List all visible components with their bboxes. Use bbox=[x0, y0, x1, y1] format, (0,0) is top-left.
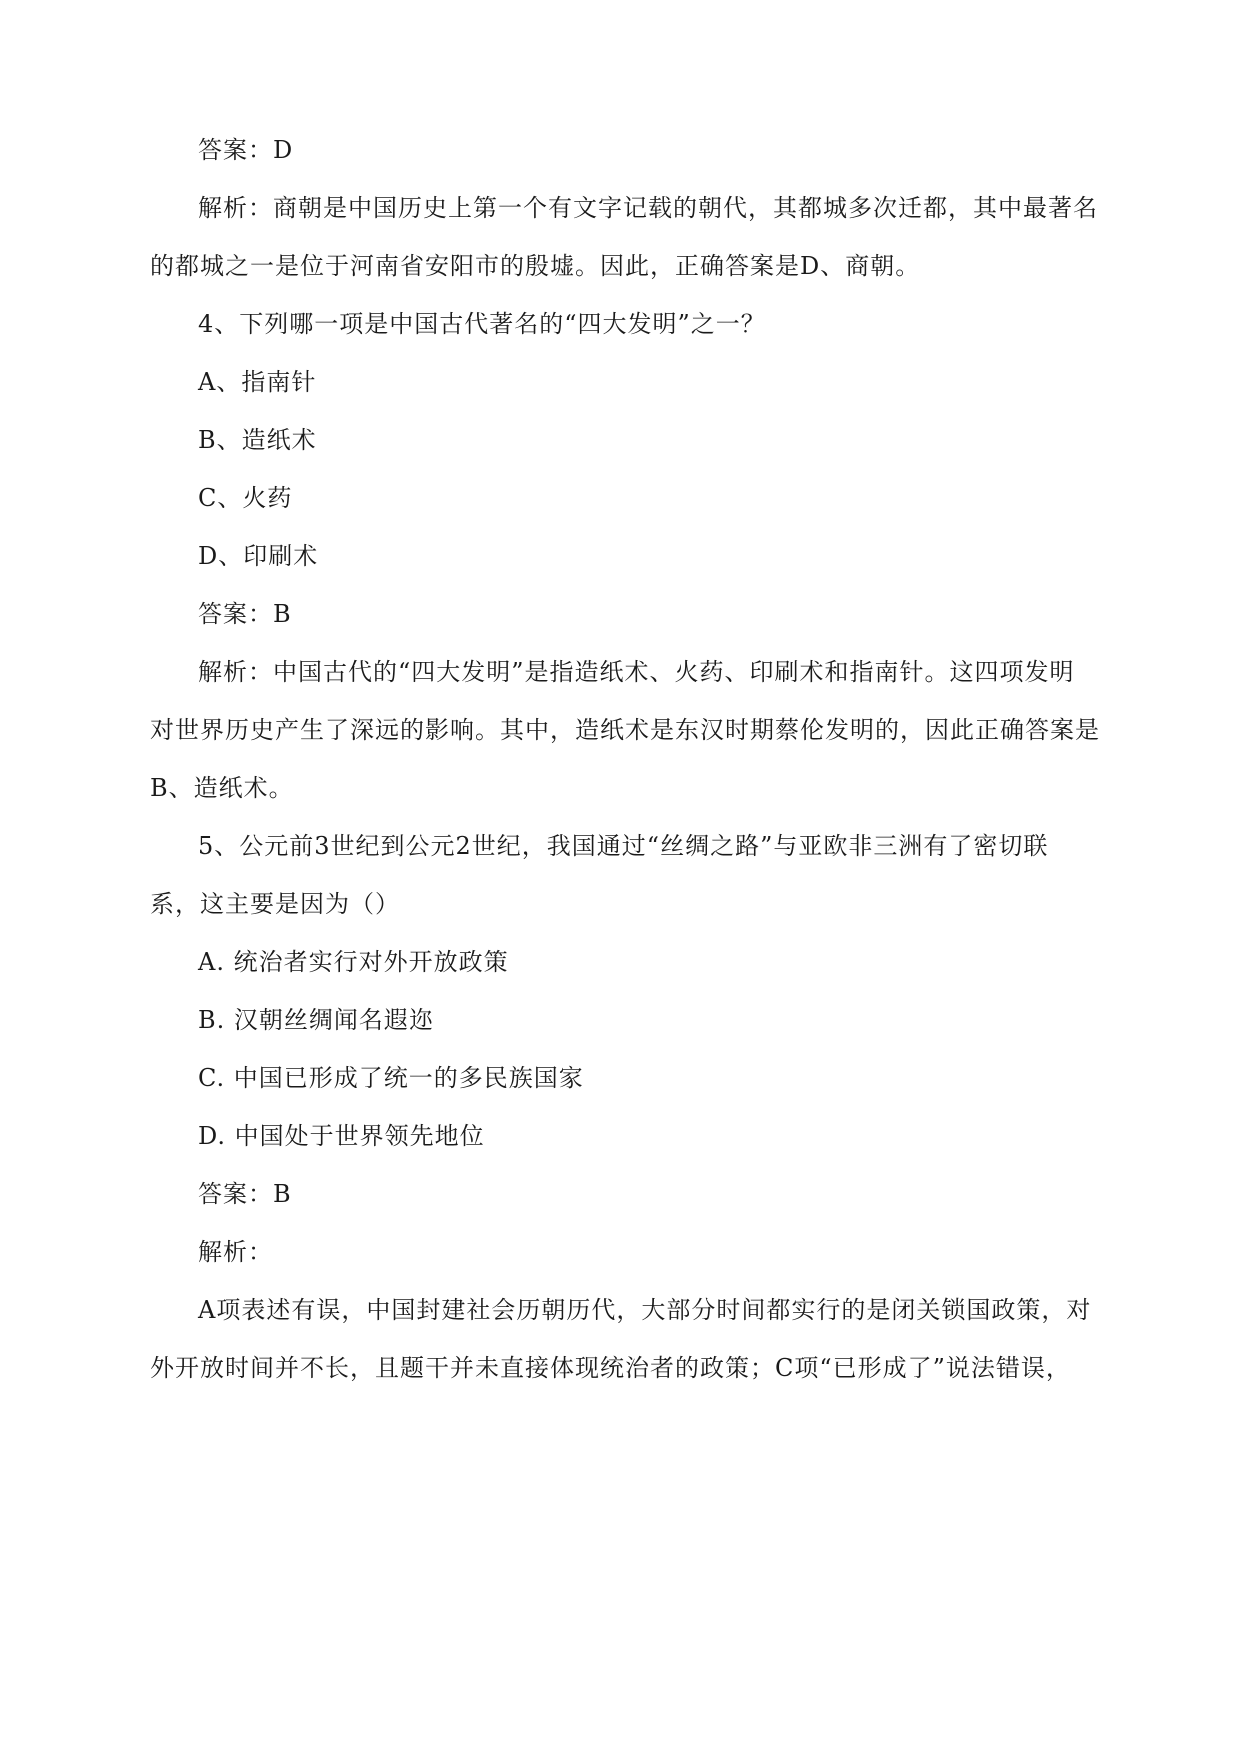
option-line: C. 中国已形成了统一的多民族国家 bbox=[198, 1064, 584, 1092]
explanation-line: B、造纸术。 bbox=[150, 774, 294, 802]
option-line: C、火药 bbox=[198, 484, 293, 512]
question-line: 系，这主要是因为（） bbox=[150, 890, 400, 918]
option-line: D、印刷术 bbox=[198, 542, 319, 570]
option-line: B、造纸术 bbox=[198, 426, 317, 454]
option-line: A、指南针 bbox=[198, 368, 317, 396]
explanation-line: A项表述有误，中国封建社会历朝历代，大部分时间都实行的是闭关锁国政策，对 bbox=[198, 1296, 1092, 1324]
explanation-line: 对世界历史产生了深远的影响。其中，造纸术是东汉时期蔡伦发明的，因此正确答案是 bbox=[150, 716, 1100, 744]
explanation-line: 解析：中国古代的“四大发明”是指造纸术、火药、印刷术和指南针。这四项发明 bbox=[198, 658, 1075, 686]
answer-line: 答案：B bbox=[198, 1180, 292, 1208]
question-line: 4、下列哪一项是中国古代著名的“四大发明”之一？ bbox=[198, 310, 766, 338]
answer-line: 答案：D bbox=[198, 136, 294, 164]
explanation-line: 解析：商朝是中国历史上第一个有文字记载的朝代，其都城多次迁都，其中最著名 bbox=[198, 194, 1098, 222]
explanation-heading: 解析： bbox=[198, 1238, 273, 1266]
option-line: A. 统治者实行对外开放政策 bbox=[198, 948, 509, 976]
option-line: D. 中国处于世界领先地位 bbox=[198, 1122, 485, 1150]
explanation-line: 的都城之一是位于河南省安阳市的殷墟。因此，正确答案是D、商朝。 bbox=[150, 252, 921, 280]
question-line: 5、公元前3世纪到公元2世纪，我国通过“丝绸之路”与亚欧非三洲有了密切联 bbox=[198, 832, 1049, 860]
answer-line: 答案：B bbox=[198, 600, 292, 628]
explanation-line: 外开放时间并不长，且题干并未直接体现统治者的政策；C项“已形成了”说法错误， bbox=[150, 1354, 1071, 1382]
option-line: B. 汉朝丝绸闻名遐迩 bbox=[198, 1006, 434, 1034]
